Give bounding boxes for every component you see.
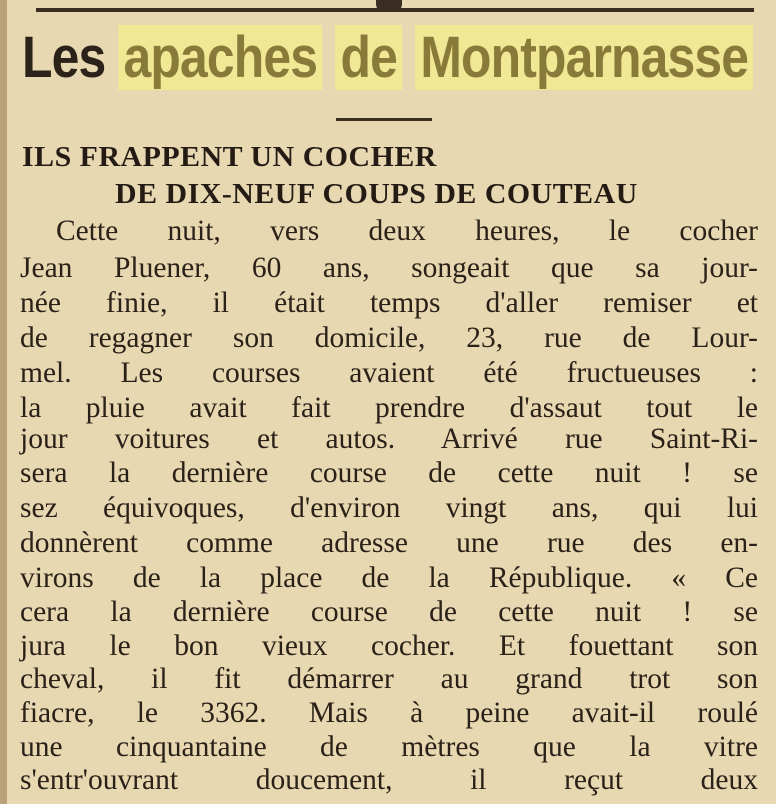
article-line: sera la dernière course de cette nuit ! se (20, 457, 758, 489)
article-line: virons de la place de la République. « Ce (20, 562, 758, 594)
headline (22, 18, 749, 100)
article-line: jour voitures et autos. Arrivé rue Saint-Ri- (20, 423, 758, 455)
headline-word-de: de (335, 25, 402, 90)
headline-divider (336, 118, 432, 121)
article-line: jura le bon vieux cocher. Et fouettant son (20, 630, 758, 662)
subheadline-line-2: DE DIX-NEUF COUPS DE COUTEAU (115, 178, 638, 210)
article-line: cera la dernière course de cette nuit ! se (20, 596, 758, 628)
subheadline-line-1: ILS FRAPPENT UN COCHER (22, 141, 437, 173)
article-line: Jean Pluener, 60 ans, songeait que sa jour- (20, 252, 758, 284)
headline-word-montparnasse: Montparnasse (415, 25, 753, 90)
article-line: la pluie avait fait prendre d'assaut tout le (20, 392, 758, 424)
article-line: donnèrent comme adresse une rue des en- (20, 527, 758, 559)
top-rule-ornament (376, 0, 402, 12)
headline-word-apaches: apaches (118, 25, 322, 90)
article-line: une cinquantaine de mètres que la vitre (20, 731, 758, 763)
article-line: s'entr'ouvrant doucement, il reçut deux (20, 764, 758, 796)
article-line: fiacre, le 3362. Mais à peine avait-il roulé (20, 697, 758, 729)
article-line: de regagner son domicile, 23, rue de Lour- (20, 322, 758, 354)
headline-word-les: Les (22, 25, 106, 90)
article-line: née finie, il était temps d'aller remiser et (20, 287, 758, 319)
page-edge (0, 0, 7, 804)
article-line: Cette nuit, vers deux heures, le cocher (56, 215, 758, 247)
article-line: cheval, il fit démarrer au grand trot son (20, 663, 758, 695)
article-line: sez équivoques, d'environ vingt ans, qui lui (20, 492, 758, 524)
article-line: mel. Les courses avaient été fructueuses : (20, 357, 758, 389)
